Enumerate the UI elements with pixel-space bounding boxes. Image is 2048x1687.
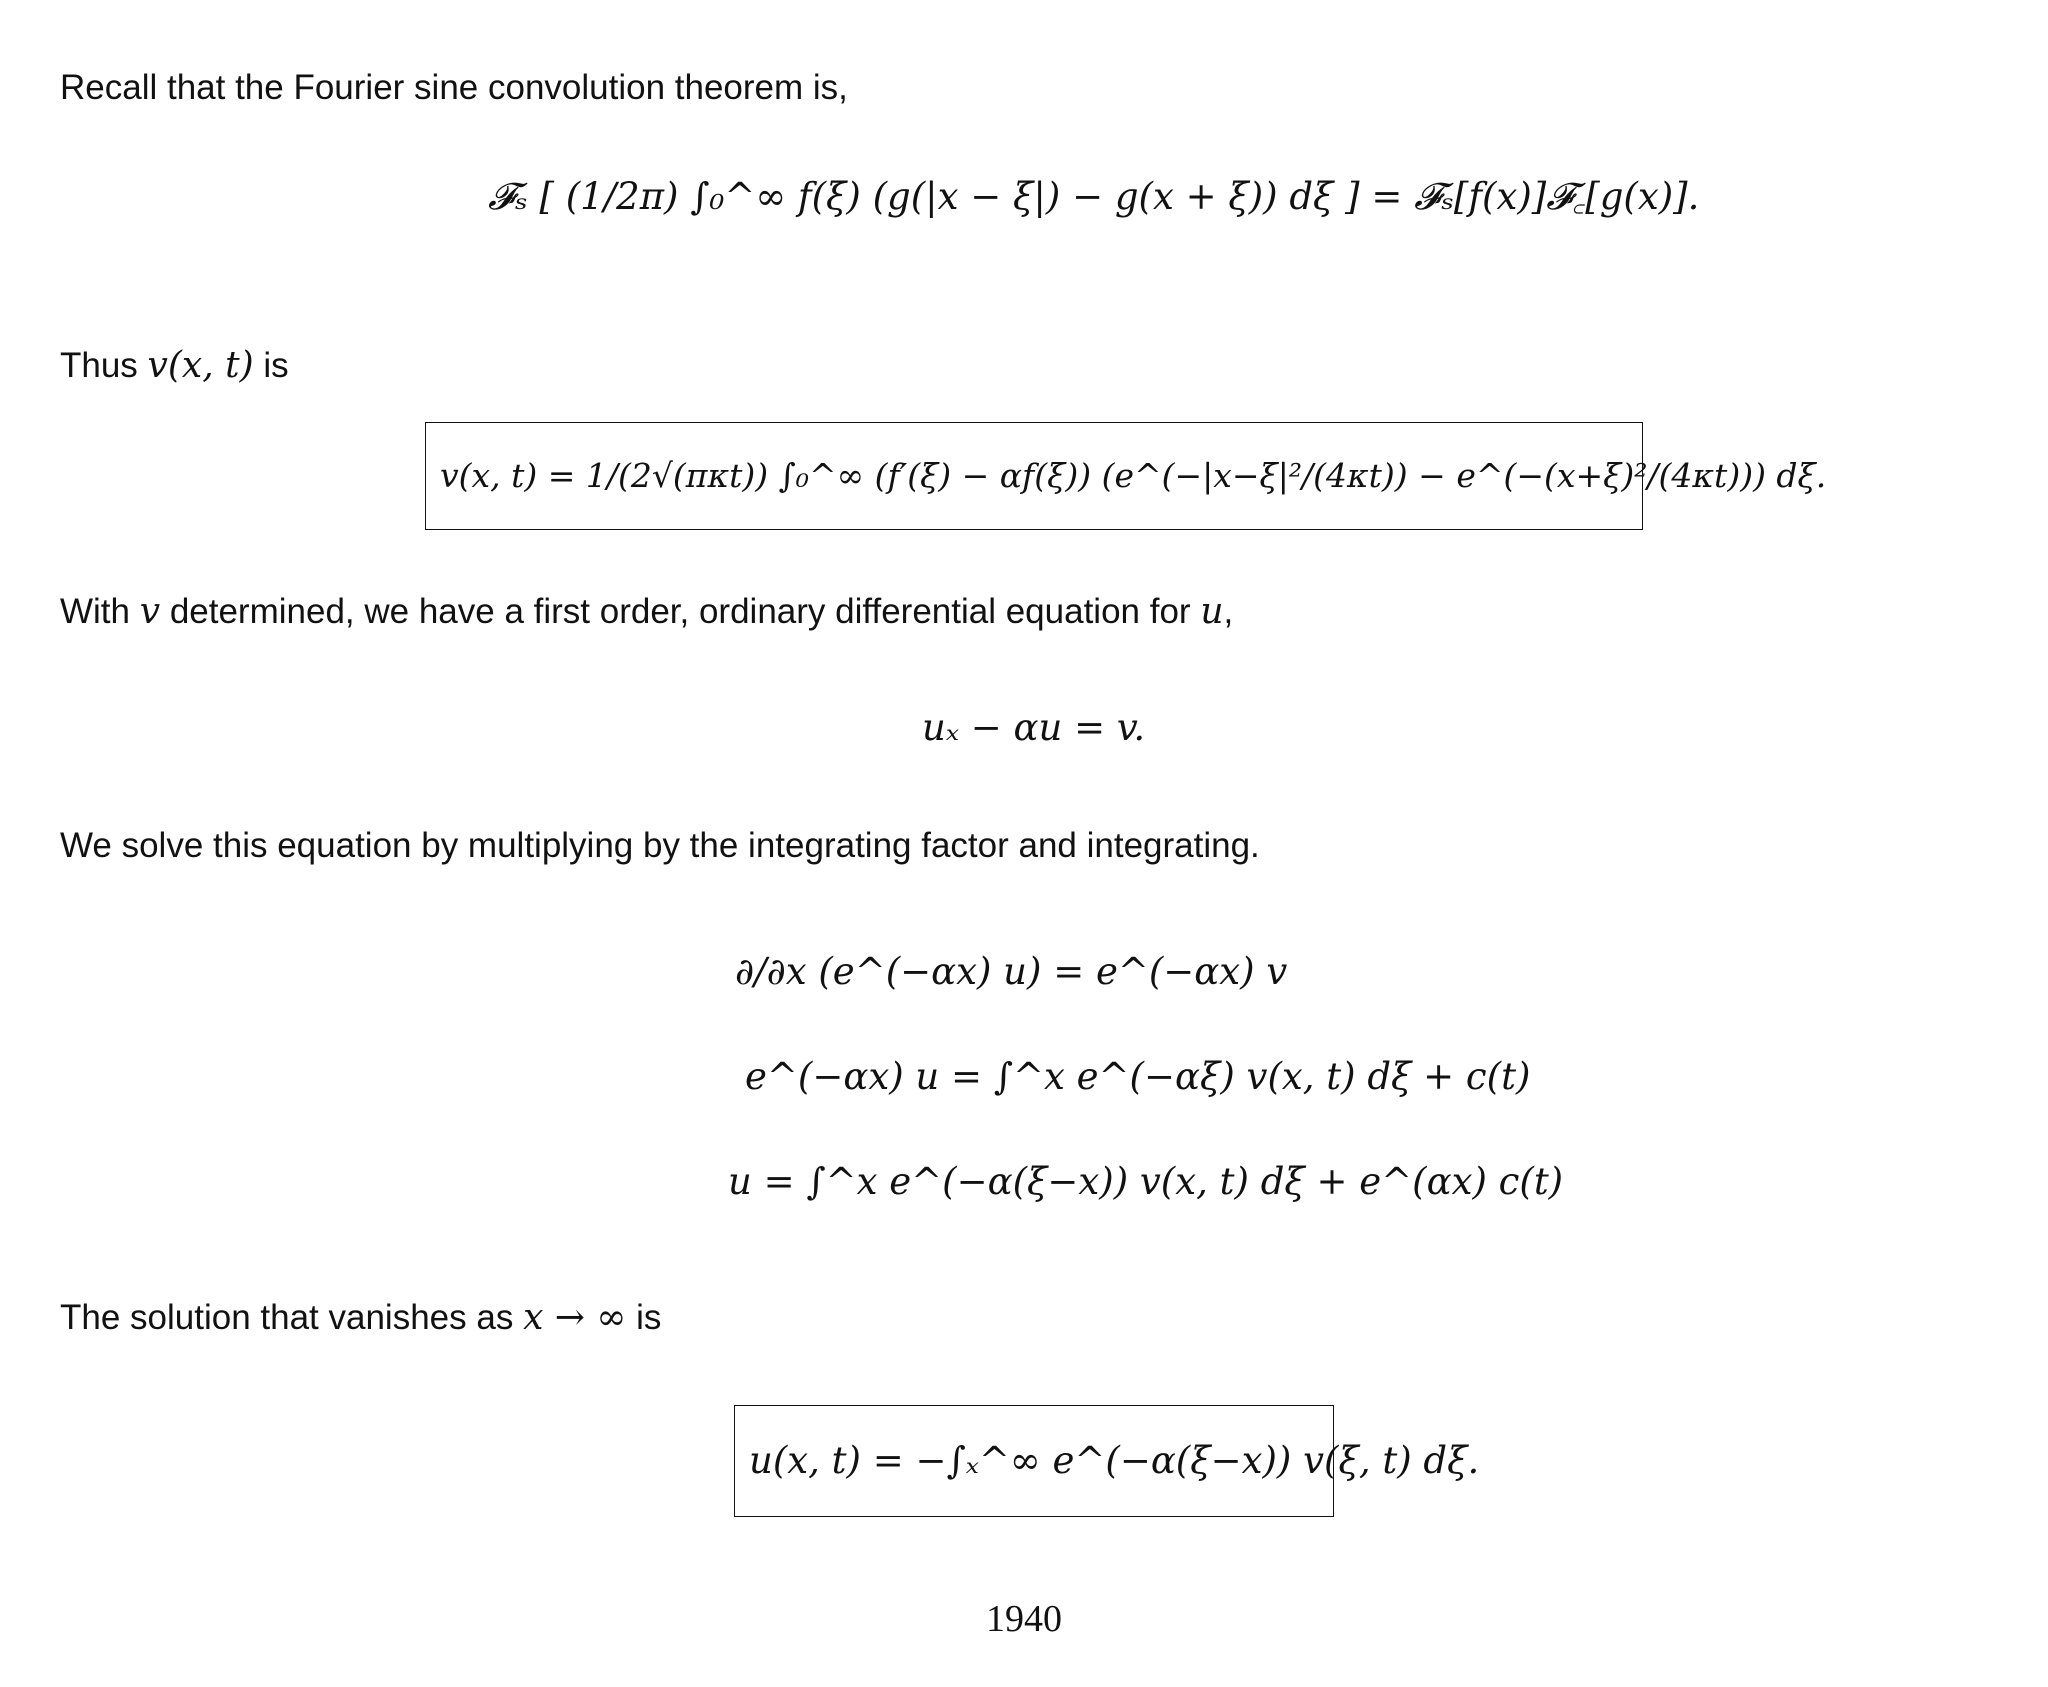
paragraph-vanishing-text: The solution that vanishes as [60,1298,514,1337]
paragraph-intro-text: Recall that the Fourier sine convolution theorem is, [60,68,848,107]
paragraph-vanishing-after: is [636,1298,662,1337]
equation-integrating-factor-line-3 [728,1160,1563,1204]
paragraph-vanishing [60,1296,661,1340]
paragraph-ode-t3: , [1223,592,1234,631]
paragraph-ode-t2: determined, we have a first order, ordinary differential equation for [169,592,1191,631]
paragraph-thus-v-math: v(x, t) [147,345,254,386]
paragraph-thus-v-after: is [263,346,289,385]
paragraph-vanishing-math: x → ∞ [523,1297,627,1338]
equation-v-solution [425,422,1827,530]
paragraph-ode-t1: With [60,592,130,631]
equation-integrating-factor-line-1 [735,950,1287,994]
equation-integrating-factor-line-2 [745,1055,1530,1099]
paragraph-ode-m1: v [139,591,161,632]
equation-line-3-text: u = ∫^x e^(−α(ξ−x)) v(x, t) dξ + e^(αx) c(t) [728,1160,1564,1203]
equation-line-1-text: ∂/∂x (e^(−αx) u) = e^(−αx) v [735,950,1288,993]
paragraph-integrating-text: We solve this equation by multiplying by the integrating factor and integrating. [60,826,1260,865]
paragraph-ode [60,590,1233,634]
paragraph-intro [60,66,848,110]
paragraph-thus-v [60,344,289,388]
paragraph-thus-v-text: Thus [60,346,138,385]
equation-u-solution [734,1405,1480,1517]
equation-line-2-text: e^(−αx) u = ∫^x e^(−αξ) v(x, t) dξ + c(t) [745,1055,1531,1098]
equation-u-solution-text: u(x, t) = −∫ₓ^∞ e^(−α(ξ−x)) v(ξ, t) dξ. [749,1438,1480,1482]
paragraph-ode-m2: u [1200,591,1224,632]
page-number: 1940 [986,1598,1062,1640]
equation-ode-text: uₓ − αu = v. [922,706,1146,749]
paragraph-integrating [60,824,1260,868]
equation-convolution-theorem-text: 𝓕ₛ [ (1/2π) ∫₀^∞ f(ξ) (g(|x − ξ|) − g(x + ξ)) dξ ] = 𝓕ₛ[f(x)]𝓕꜀[g(x)]. [488,175,1700,218]
equation-ode [922,706,1145,750]
equation-convolution-theorem [488,175,1699,219]
equation-v-solution-text: v(x, t) = 1/(2√(πκt)) ∫₀^∞ (f′(ξ) − αf(ξ)) (e^(−|x−ξ|²/(4κt)) − e^(−(x+ξ)²/(4κt))) dξ. [440,456,1827,496]
